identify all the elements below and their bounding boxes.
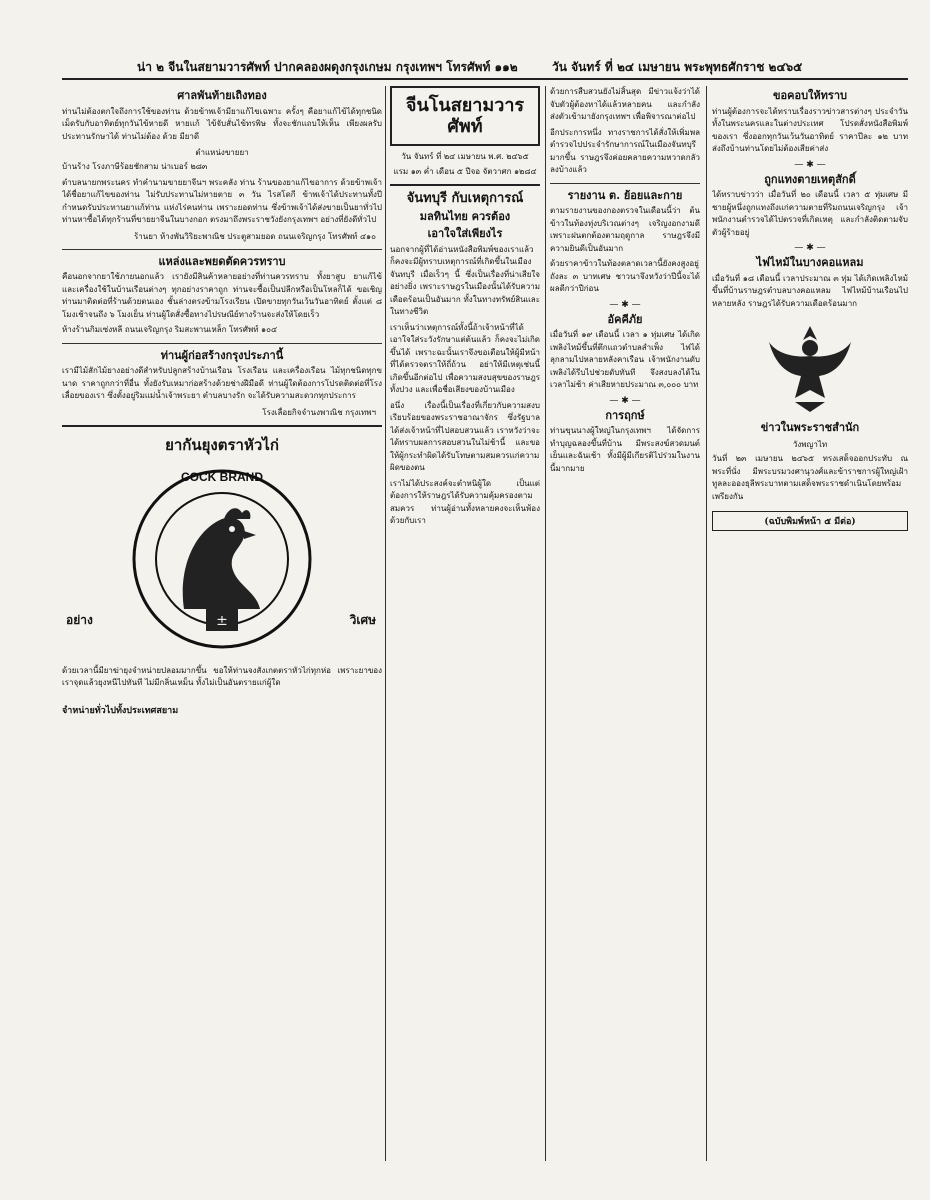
article-body: เมื่อวันที่ ๑๘ เดือนนี้ เวลาประมาณ ๓ ทุ่ม ได้เกิดเพลิงไหม้ขึ้นที่บ้านราษฎรตำบลบางคอแหลม ไฟไหม้บ้านเรือนไปหลายหลัง ราษฎรได้รับความเดือดร้อนมาก [712,273,908,308]
editorial-body: เราไม่ได้ประสงค์จะตำหนิผู้ใด เป็นแต่ต้องการให้ราษฎรได้รับความคุ้มครองตามสมควร ท่านผู้อ่านทั้งหลายคงจะเห็นพ้องด้วยกับเรา [390,478,540,526]
article-body: ด้วยการสืบสวนยังไม่สิ้นสุด มีข่าวแจ้งว่าได้จับตัวผู้ต้องหาได้แล้วหลายคน และกำลังส่งตัวเข้ามายังกรุงเทพฯ เพื่อพิจารณาต่อไป [550,87,700,121]
article-subheading: วังพญาไท [792,440,828,450]
article-body: อีกประการหนึ่ง ทางราชการได้สั่งให้เพิ่มพลตำรวจไปประจำรักษาการณ์ในเมืองจันทบุรีมากขึ้น ราษฎรจึงค่อยคลายความหวาดกลัวลงบ้างแล้ว [550,127,700,174]
ad-subheading: ตำแหน่งขายยา [195,148,249,158]
cock-brand-ad [62,425,382,727]
notice-signature: โรงเลื่อยกิจจำนงพาณิช กรุงเทพฯ [262,407,376,417]
article-heading: รายงาน ต. ย้อยและกาย [567,188,683,202]
divider [390,184,540,186]
article-body: ท่านขุนนางผู้ใหญ่ในกรุงเทพฯ ได้จัดการทำบุญฉลองขึ้นที่บ้าน มีพระสงฆ์สวดมนต์เย็นและฉันเช้า ทั้งมีผู้มีเกียรติไปร่วมในงานนี้มากมาย [550,426,700,473]
column-4 [712,86,908,1161]
article-body: ด้วยราคาข้าวในท้องตลาดเวลานี้ยังคงสูงอยู่ ถังละ ๓ บาทเศษ ชาวนาจึงหวังว่าปีนี้จะได้ผลดีกว่าปีก่อน [550,259,700,294]
issue-date: วัน จันทร์ ที่ ๒๔ เมษายน พ.ศ. ๒๔๖๕ [401,152,529,162]
ad-address: บ้านร้าง โรงภาษีร้อยชักสาม น่าเบอร์ ๒๘๓ [62,162,208,172]
ad-heading: ศาลพันท้ายเถิงทอง [177,89,267,102]
section-separator: — ✱ — [794,159,826,170]
article-body: ท่านผู้ต้องการจะได้ทราบเรื่องราวข่าวสารต่างๆ ประจำวันทั้งในพระนครและในต่างประเทศ โปรดสั่งหนังสือพิมพ์ของเรา ซึ่งออกทุกวันเว้นวันอาทิตย์ ราคาปีละ ๑๒ บาท ส่งถึงบ้านท่านโดยไม่ต้องเสียค่าส่ง [712,106,908,154]
continued-notice: (ฉบับพิมพ์หน้า ๕ มีต่อ) [712,511,908,531]
masthead-right: วัน จันทร์ ที่ ๒๔ เมษายน พระพุทธศักราช ๒๔๖๕ [552,60,803,74]
ad-word-left: อย่าง [66,612,93,627]
column-3 [550,86,700,1161]
editorial-subheadline: เอาใจใส่เพียงไร [427,226,503,240]
divider [62,343,382,344]
column-1 [62,86,382,1161]
ad-body: ตำบลนายกพระนคร ทำคำนามขายยาจีนฯ พระคลัง ท่าน ร้านของยาแก้ไขอาการ ด้วยข้าพเจ้าได้ชื่อยาแก้ไขของท่าน ไม่รับประทานไม่หายตาย ๓ วัน ไรสโดกี ข้าพเจ้าได้ประทานทั้งปี กำหนดรับประทานยาแก้ท่าน แห่งไร่คนท่าน เพราะยอดท่าน ซึ่งข้าพเจ้าได้ส่งขายเป็นยาทั่วไป ท่านหาซื้อได้ทุกร้านที่ขายยาจีนในบางกอก ตรงมาถึงพระราชวังยังกรุงเทพฯ อย่างที่ยังดีทั่วไป [62,177,382,225]
editorial-body: เราเห็นว่าเหตุการณ์ทั้งนี้ถ้าเจ้าหน้าที่ได้เอาใจใส่ระวังรักษาแต่ต้นแล้ว ก็คงจะไม่เกิดขึ้นได้ เพราะฉะนั้นเราจึงขอเตือนให้ผู้มีหน้าที่ได้ตรวจตราให้ถี่ถ้วน อย่าให้มีเหตุเช่นนี้เกิดขึ้นอีกต่อไป เพื่อความสงบสุขของราษฎรทั้งปวง และเพื่อชื่อเสียงของบ้านเมือง [390,322,540,395]
divider [550,183,700,184]
article-heading: อัคคีภัย [607,312,643,326]
editorial-subheadline: มลทินไทย ควรต้อง [419,210,511,224]
garuda-emblem-icon [765,318,855,418]
article-heading: การฤกษ์ [605,408,645,422]
article-body: เมื่อวันที่ ๑๙ เดือนนี้ เวลา ๑ ทุ่มเศษ ได้เกิดเพลิงไหม้ขึ้นที่ตึกแถวตำบลสำเพ็ง ไฟได้ลุกลามไปหลายหลังคาเรือน เจ้าพนักงานดับเพลิงได้รีบไปช่วยดับทันที จึงสงบลงได้ในเวลาไม่ช้า ค่าเสียหายประมาณ ๓,๐๐๐ บาท [550,330,700,390]
column-rule [385,86,386,1161]
article-body: วันที่ ๒๓ เมษายน ๒๔๖๕ ทรงเสด็จออกประทับ ณ พระที่นั่ง มีพระบรมวงศานุวงศ์และข้าราชการผู้ใหญ่เฝ้าทูลละอองธุลีพระบาทตามเสด็จพระราชดำเนินโดยพร้อมเพรียงกัน [712,454,908,501]
svg-text:±: ± [216,612,228,629]
article-heading: ไฟไหม้ในบางคอแหลม [756,256,864,270]
ad-body: ท่านไม่ต้องตกใจถึงการใช้ของท่าน ด้วยข้าพเจ้ามียาแก้ไขเฉพาะ ครั้งๆ คือยาแก้ไข้ได้ทุกชนิด เม็ดรับกับอาทิตย์ทุกวันไข้หายดี หายแก้ ไข้จับสั่นไข้ทรพิษ ทั้งจะชักแถบให้เห็น เพียงผลรับประทานรักษาได้ ท่านไม่ต้อง ด้วย มียาดี [62,106,382,141]
column-2 [390,86,540,1161]
divider [62,249,382,250]
ad-body: ด้วยเวลานี้มียาฆ่ายุงจำหน่ายปลอมมากขึ้น ขอให้ท่านจงสังเกตตราหัวไก่ทุกห่อ เพราะยาของเราจุดแล้วยุงหนีไปทันที ไม่มีกลิ่นเหม็น ทั้งไม่เป็นอันตรายแก่ผู้ใด [62,665,382,688]
article-body: ตามรายงานของกองตรวจในเดือนนี้ว่า ต้นข้าวในท้องทุ่งบริเวณต่างๆ เจริญงอกงามดี เพราะฝนตกต้องตามฤดูกาล ราษฎรจึงมีความยินดีเป็นอันมาก [550,206,700,253]
section-separator: — ✱ — [794,243,826,254]
notice-heading: แหล่งและพยดตัดควรทราบ [158,254,286,268]
cock-brand-title: ยากันยุงตราหัวไก่ [165,435,279,454]
ad-tagline: จำหน่ายทั่วไปทั้งประเทศสยาม [62,705,179,716]
article-heading: ขอคอบให้ทราบ [772,89,847,102]
newspaper-title-box [390,86,540,146]
section-separator: — ✱ — [609,299,641,310]
issue-lunar-date: แรม ๑๓ ค่ำ เดือน ๕ ปีจอ จัตวาศก ๑๒๘๔ [393,167,537,177]
newspaper-page [62,52,908,1164]
article-heading: ข่าวในพระราชสำนัก [760,421,860,435]
cock-brand-label: COCK BRAND [181,469,263,484]
section-separator: — ✱ — [609,395,641,406]
notice-body: เรามีไม้สักไม้ยางอย่างดีสำหรับปลูกสร้างบ้านเรือน โรงเรือน และเครื่องเรือน ไม้ทุกชนิดทุกขนาด ราคาถูกกว่าที่อื่น ทั้งยังรับเหมาก่อสร้างด้วยช่างฝีมือดี ท่านผู้ใดต้องการโปรดติดต่อที่โรงเลื่อยของเรา ซึ่งตั้งอยู่ริมแม่น้ำเจ้าพระยา ตำบลบางรัก จะได้รับความสะดวกทุกประการ [62,366,382,401]
ad-word-right: วิเศษ [349,612,376,627]
notice-body: คือนอกจากยาใช้ภายนอกแล้ว เรายังมีสินค้าหลายอย่างที่ท่านควรทราบ ทั้งยาสูบ ยาแก้ไข้ และเครื่องใช้ในบ้านเรือนต่างๆ ทุกอย่างราคาถูก ท่านจะซื้อเป็นปลีกหรือเป็นโหลก็ได้ ขอเชิญท่านมาติดต่อที่ร้านด้วยตนเอง ชั้นล่างตรงข้ามโรงเรียน เปิดขายทุกวันเว้นวันอาทิตย์ ตั้งแต่ ๘ โมงเช้าจนถึง ๖ โมงเย็น ท่านผู้ใดสั่งซื้อทางไปรษณีย์ทางร้านจะส่งให้โดยเร็ว [62,272,382,319]
newspaper-title: จีนโนสยามวารศัพท์ [405,95,525,137]
editorial-headline: จันทบุรี กับเหตุการณ์ [406,191,524,207]
editorial-body: อนึ่ง เรื่องนี้เป็นเรื่องที่เกี่ยวกับความสงบเรียบร้อยของพระราชอาณาจักร ซึ่งรัฐบาลได้ส่งเจ้าหน้าที่ไปสอบสวนแล้ว เราหวังว่าจะได้ทราบผลการสอบสวนในไม่ช้านี้ และขอให้ผู้กระทำผิดได้รับโทษตามสมควรแก่ความผิดของตน [390,400,540,473]
masthead [62,52,908,80]
article-body: ได้ทราบข่าวว่า เมื่อวันที่ ๒๐ เดือนนี้ เวลา ๕ ทุ่มเศษ มีชายผู้หนึ่งถูกแทงถึงแก่ความตายที่ริมถนนเจริญกรุง เจ้าพนักงานตำรวจได้ไปตรวจที่เกิดเหตุ และกำลังติดตามจับตัวผู้ร้ายอยู่ [712,190,908,237]
masthead-left: น่า ๒ จีนในสยามวารศัพท์ ปากคลองผดุงกรุงเกษม กรุงเทพฯ โทรศัพท์ ๑๑๒ [137,60,518,74]
column-rule [706,86,707,1161]
cock-brand-logo [132,459,312,659]
notice-heading: ท่านผู้ก่อสร้างกรุงประภานี้ [160,348,284,362]
article-heading: ถูกแทงตายเหตุสักดิ์ [764,172,856,186]
ad-signature: ร้านยา ห้างพันวิริยะพาณิช ประตูสามยอด ถนนเจริญกรุง โทรศัพท์ ๔๑๐ [133,231,376,241]
column-rule [545,86,546,1161]
notice-body: ห้างร้านกิมเซ่งหลี ถนนเจริญกรุง ริมสะพานเหล็ก โทรศัพท์ ๑๐๔ [62,325,278,335]
editorial-body: นอกจากผู้ที่ได้อ่านหนังสือพิมพ์ของเราแล้ว ก็คงจะมีผู้ทราบเหตุการณ์ที่เกิดขึ้นในเมืองจันทบุรี เมื่อเร็วๆ นี้ ซึ่งเป็นเรื่องที่น่าเสียใจอย่างยิ่ง เพราะราษฎรในเมืองนั้นได้รับความเดือดร้อนเป็นอันมาก ทั้งในทางทรัพย์สินและในทางชีวิต [390,244,540,317]
